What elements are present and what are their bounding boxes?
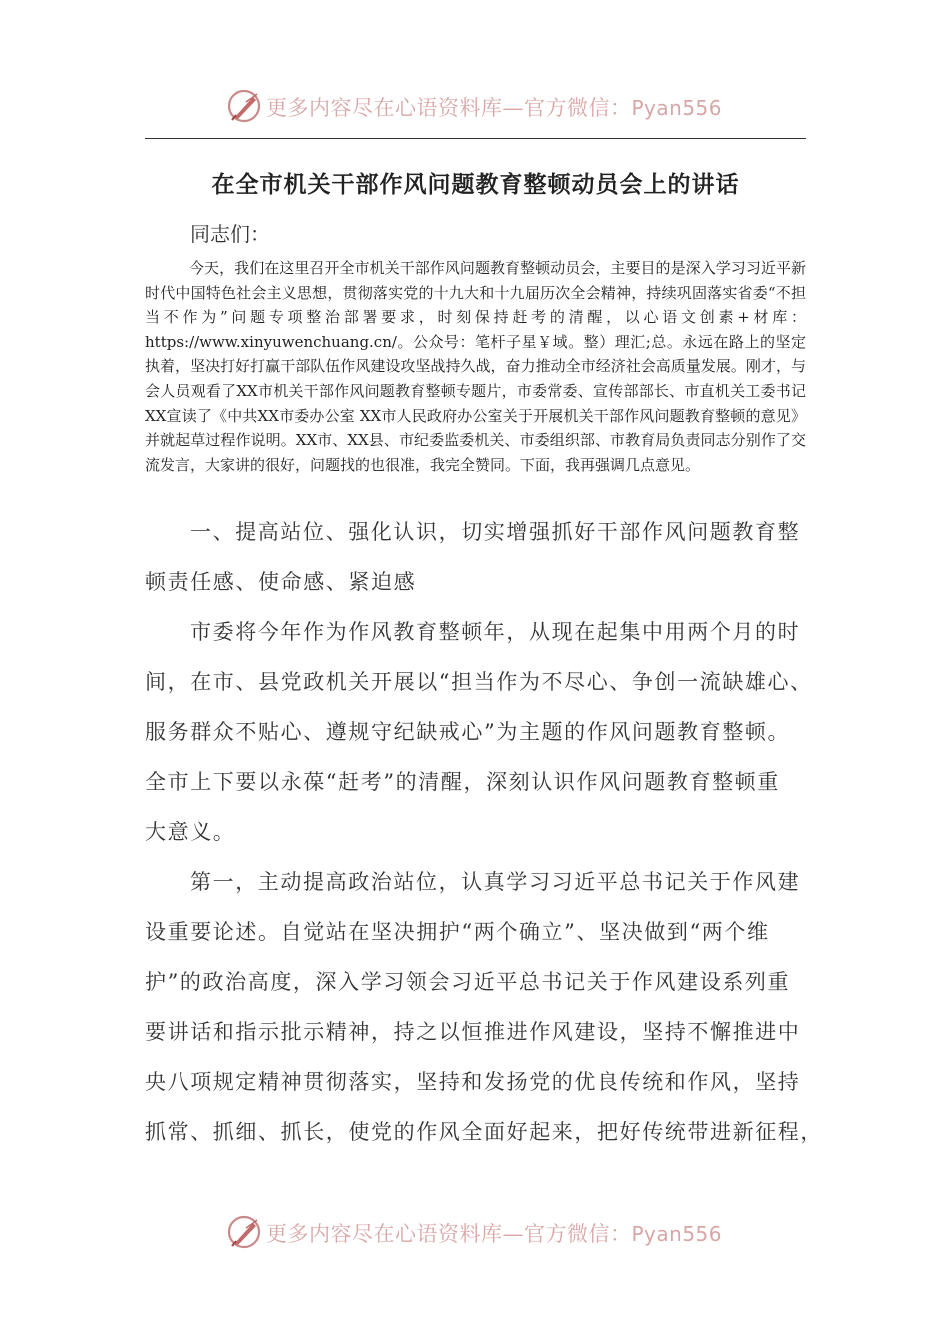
banner-text-cn: 更多内容尽在心语资料库—官方微信：: [266, 96, 632, 120]
body-line: 第一，主动提高政治站位，认真学习习近平总书记关于作风建: [190, 870, 801, 894]
body-line: 顿责任感、使命感、紧迫感: [145, 570, 417, 594]
banner-text: [266, 1218, 722, 1248]
banner-text: [266, 92, 722, 122]
page-title: 在全市机关干部作风问题教育整顿动员会上的讲话: [211, 171, 740, 198]
body-line: 抓常、抓细、抓长，使党的作风全面好起来，把好传统带进新征程，: [145, 1120, 823, 1144]
body-line: 设重要论述。自觉站在坚决拥护“两个确立”、坚决做到“两个维: [145, 920, 770, 944]
body-text: [145, 512, 823, 1162]
quill-pen-logo-icon: [226, 88, 262, 124]
body-line: 央八项规定精神贯彻落实，坚持和发扬党的优良传统和作风，坚持: [145, 1070, 801, 1094]
body-line: 要讲话和指示批示精神，持之以恒推进作风建设，坚持不懈推进中: [145, 1020, 801, 1044]
body-line: 大意义。: [145, 820, 236, 844]
header-divider: [145, 138, 806, 139]
footer-banner: [0, 1212, 950, 1252]
body-line: 服务群众不贴心、遵规守纪缺戒心”为主题的作风问题教育整顿。: [145, 720, 791, 744]
salutation: 同志们：: [190, 222, 270, 246]
header-banner: [0, 86, 950, 126]
quill-pen-logo-icon: [226, 1214, 262, 1250]
body-line: 间，在市、县党政机关开展以“担当作为不尽心、争创一流缺雄心、: [145, 670, 813, 694]
banner-wechat-id: Pyan556: [631, 96, 723, 120]
body-line: 一、提高站位、强化认识，切实增强抓好干部作风问题教育整: [190, 520, 801, 544]
banner-text-cn: 更多内容尽在心语资料库—官方微信：: [266, 1222, 632, 1246]
body-line: 全市上下要以永葆“赶考”的清醒，深刻认识作风问题教育整顿重: [145, 770, 780, 794]
banner-wechat-id: Pyan556: [631, 1222, 723, 1246]
body-line: 市委将今年作为作风教育整顿年，从现在起集中用两个月的时: [190, 620, 801, 644]
body-line: 护”的政治高度，深入学习领会习近平总书记关于作风建设系列重: [145, 970, 791, 994]
intro-paragraph: 今天，我们在这里召开全市机关干部作风问题教育整顿动员会，主要目的是深入学习习近平新时代中国特色社会主义思想，贯彻落实党的十九大和十九届历次全会精神，持续巩固落实省委“不担当不作为”问题专项整治部署要求，时刻保持赶考的清醒，以心语文创素+材库：https://www.xinyuwenchuang.cn/。公众号：笔杆子星￥域。整）理汇;总。永远在路上的坚定执着，坚决打好打赢干部队伍作风建设攻坚战持久战，奋力推动全市经济社会高质量发展。刚才，与会人员观看了XX市机关干部作风问题教育整顿专题片，市委常委、宣传部部长、市直机关工委书记 XX宣读了《中共XX市委办公室 XX市人民政府办公室关于开展机关干部作风问题教育整顿的意见》并就起草过程作说明。XX市、XX县、市纪委监委机关、市委组织部、市教育局负责同志分别作了交流发言，大家讲的很好，问题找的也很准，我完全赞同。下面，我再强调几点意见。: [145, 259, 806, 474]
